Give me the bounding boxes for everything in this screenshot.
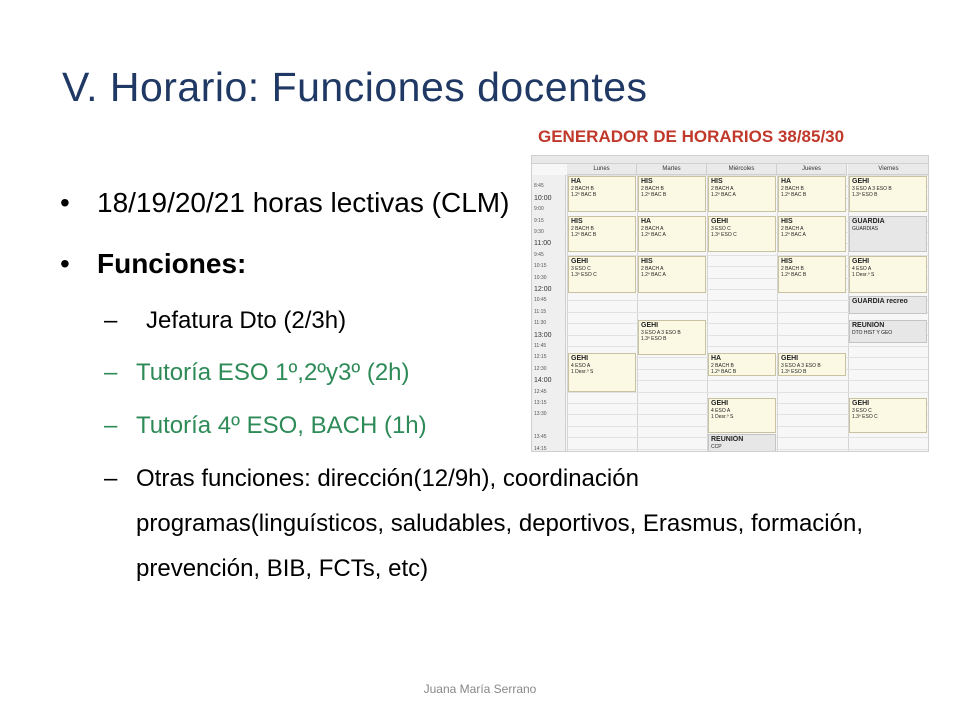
schedule-time-label: 11:45: [534, 343, 547, 349]
schedule-time-label: 10:15: [534, 263, 547, 270]
schedule-class-cell: [638, 256, 706, 293]
schedule-class-group: 2 BACH A: [711, 186, 734, 192]
schedule-class-code: HIS: [641, 257, 653, 265]
dash-icon: –: [104, 359, 118, 386]
generator-caption: GENERADOR DE HORARIOS 38/85/30: [538, 127, 845, 146]
bullet-dot-icon: •: [60, 248, 70, 279]
schedule-class-group: 1.2º BAC A: [781, 231, 806, 238]
schedule-class-group: DTO HIST Y GEO: [852, 329, 893, 336]
schedule-class-cell: [708, 216, 776, 252]
schedule-class-cell: [849, 398, 927, 432]
schedule-time-label: 10:45: [534, 297, 547, 304]
schedule-class-code: GEHI: [641, 321, 659, 329]
schedule-class-group: 1.3º ESO B: [641, 335, 667, 342]
schedule-day-header: Viernes: [848, 164, 929, 175]
schedule-class-group: 3 ESO A 3 ESO B: [852, 186, 892, 192]
schedule-class-code: HIS: [571, 217, 583, 225]
schedule-class-code: REUNIÓN: [852, 321, 885, 329]
schedule-class-code: GEHI: [852, 257, 870, 265]
schedule-grid-line: [566, 346, 928, 347]
schedule-day-header: Miércoles: [707, 164, 777, 175]
schedule-class-group: 2 BACH B: [711, 362, 734, 369]
schedule-class-group: 1.3º ESO B: [781, 368, 807, 375]
schedule-class-cell: [568, 353, 636, 392]
schedule-class-group: 1.2º BAC B: [711, 368, 737, 375]
schedule-class-cell: [638, 216, 706, 252]
bullet-dot-icon: •: [60, 187, 70, 218]
schedule-class-cell: [849, 176, 927, 212]
schedule-time-label: 13:30: [534, 411, 547, 418]
schedule-class-code: GUARDIA: [852, 217, 885, 225]
schedule-class-group: 4 ESO A: [571, 362, 591, 369]
schedule-hour-label: 10:00: [534, 194, 552, 202]
schedule-time-label: 9:45: [534, 251, 544, 258]
schedule-class-cell: [568, 176, 636, 212]
schedule-class-group: 2 BACH B: [571, 225, 594, 232]
schedule-time-label: 12:45: [534, 388, 547, 395]
schedule-class-code: HA: [781, 178, 792, 185]
schedule-time-label: 11:15: [534, 308, 547, 315]
schedule-class-group: GUARDIAS: [852, 225, 879, 232]
schedule-class-group: 1.2º BAC A: [711, 192, 736, 198]
schedule-class-group: 1.3º ESO C: [711, 231, 737, 238]
schedule-class-cell: [849, 320, 927, 343]
schedule-class-group: 1.3º ESO C: [571, 271, 597, 278]
schedule-class-group: 2 BACH B: [781, 265, 804, 272]
schedule-class-cell: [849, 256, 927, 293]
schedule-class-group: 1.2º BAC A: [641, 271, 666, 278]
schedule-class-group: 1.3º ESO B: [852, 192, 878, 198]
schedule-class-group: 2 BACH B: [781, 186, 804, 192]
schedule-class-group: 4 ESO A: [711, 408, 731, 415]
schedule-class-code: HIS: [711, 178, 723, 185]
schedule-class-group: 1.3º ESO C: [852, 414, 878, 421]
sub-bullet-text: Tutoría 4º ESO, BACH (1h): [136, 412, 427, 439]
slide-footer: Juana María Serrano: [423, 682, 537, 696]
schedule-class-cell: [638, 320, 706, 356]
schedule-class-group: CCP: [711, 443, 722, 450]
schedule-class-group: 3 ESO A 3 ESO B: [641, 329, 681, 336]
sub-bullet-text: Otras funciones: dirección(12/9h), coordinación programas(linguísticos, saludables, deportivos, Erasmus, formación, prevención, BIB, FCTs, etc): [136, 465, 863, 582]
schedule-class-cell: [708, 353, 776, 376]
dash-icon: –: [104, 465, 118, 492]
schedule-class-code: GUARDIA recreo: [852, 297, 908, 305]
schedule-class-cell: [638, 176, 706, 212]
schedule-generator-image: [531, 155, 929, 452]
schedule-class-code: REUNIÓN: [711, 435, 744, 443]
schedule-class-group: 3 ESO C: [711, 225, 731, 232]
schedule-class-cell: [849, 296, 927, 315]
schedule-class-group: 4 ESO A: [852, 265, 872, 272]
schedule-hour-label: 12:00: [534, 286, 552, 293]
schedule-class-group: 2 BACH A: [641, 265, 664, 272]
schedule-hour-label: 13:00: [534, 331, 552, 339]
schedule-time-label: 11:30: [534, 320, 547, 327]
schedule-class-group: 3 ESO C: [571, 265, 591, 272]
sub-bullet-text: Jefatura Dto (2/3h): [146, 307, 347, 334]
schedule-time-label: 14:15: [534, 445, 547, 452]
schedule-class-group: 3 ESO C: [852, 408, 872, 415]
schedule-class-code: GEHI: [571, 354, 589, 362]
schedule-class-group: 2 BACH A: [641, 225, 664, 232]
schedule-class-group: 1.2º BAC B: [781, 271, 807, 278]
schedule-class-group: 1 Desr.º S: [852, 271, 875, 278]
schedule-toolbar: [532, 156, 928, 164]
schedule-class-code: HA: [711, 354, 722, 362]
schedule-class-group: 1.2º BAC A: [641, 231, 666, 238]
schedule-time-label: 12:15: [534, 354, 547, 361]
schedule-day-header: Lunes: [567, 164, 637, 175]
schedule-class-code: HA: [641, 217, 652, 225]
schedule-time-label: 10:30: [534, 274, 547, 281]
schedule-class-cell: [778, 353, 846, 376]
schedule-class-code: HIS: [781, 217, 793, 225]
schedule-class-cell: [849, 216, 927, 252]
schedule-hour-label: 14:00: [534, 377, 552, 385]
schedule-class-code: GEHI: [571, 257, 589, 265]
schedule-class-group: 2 BACH B: [571, 186, 594, 192]
schedule-hour-label: 11:00: [534, 240, 551, 248]
schedule-time-label: 8:45: [534, 183, 544, 190]
schedule-class-group: 1.2º BAC B: [641, 192, 667, 198]
sub-bullet-text: Tutoría ESO 1º,2ºy3º (2h): [136, 359, 410, 386]
schedule-class-group: 2 BACH B: [641, 186, 664, 192]
schedule-time-label: 9:30: [534, 229, 544, 235]
schedule-class-code: HA: [571, 178, 582, 185]
schedule-class-cell: [568, 216, 636, 252]
schedule-class-code: GEHI: [852, 178, 870, 185]
schedule-class-cell: [778, 256, 846, 293]
schedule-class-group: 1 Desr.º S: [571, 368, 594, 375]
schedule-class-code: GEHI: [711, 400, 729, 408]
schedule-class-cell: [568, 256, 636, 293]
dash-icon: –: [104, 307, 118, 334]
schedule-class-code: GEHI: [711, 217, 729, 225]
schedule-class-group: 3 ESO A 3 ESO B: [781, 362, 821, 369]
schedule-class-code: GEHI: [852, 400, 870, 408]
schedule-class-cell: [708, 176, 776, 212]
schedule-day-header: Martes: [637, 164, 707, 175]
bullet-text: 18/19/20/21 horas lectivas (CLM): [97, 187, 510, 218]
dash-icon: –: [104, 412, 118, 439]
schedule-class-group: 2 BACH A: [781, 225, 804, 232]
slide-title: V. Horario: Funciones docentes: [62, 64, 648, 110]
schedule-class-group: 1 Desr.º S: [711, 414, 734, 421]
schedule-class-cell: [778, 176, 846, 212]
schedule-day-header: Jueves: [777, 164, 847, 175]
schedule-grid-line: [566, 392, 928, 393]
schedule-class-group: 1.2º BAC B: [571, 192, 597, 198]
schedule-time-label: 9:00: [534, 206, 544, 213]
schedule-time-label: 13:15: [534, 400, 547, 406]
schedule-class-code: GEHI: [781, 354, 799, 362]
schedule-class-code: HIS: [781, 257, 793, 265]
schedule-class-cell: [708, 434, 776, 452]
bullet-text: Funciones:: [97, 248, 247, 279]
schedule-class-group: 1.2º BAC B: [571, 231, 597, 238]
schedule-class-group: 1.2º BAC B: [781, 192, 807, 198]
schedule-time-label: 9:15: [534, 217, 544, 224]
schedule-time-label: 13:45: [534, 434, 547, 441]
schedule-class-cell: [778, 216, 846, 252]
schedule-time-label: 12:30: [534, 365, 547, 372]
schedule-class-code: HIS: [641, 178, 653, 185]
schedule-class-cell: [708, 398, 776, 432]
